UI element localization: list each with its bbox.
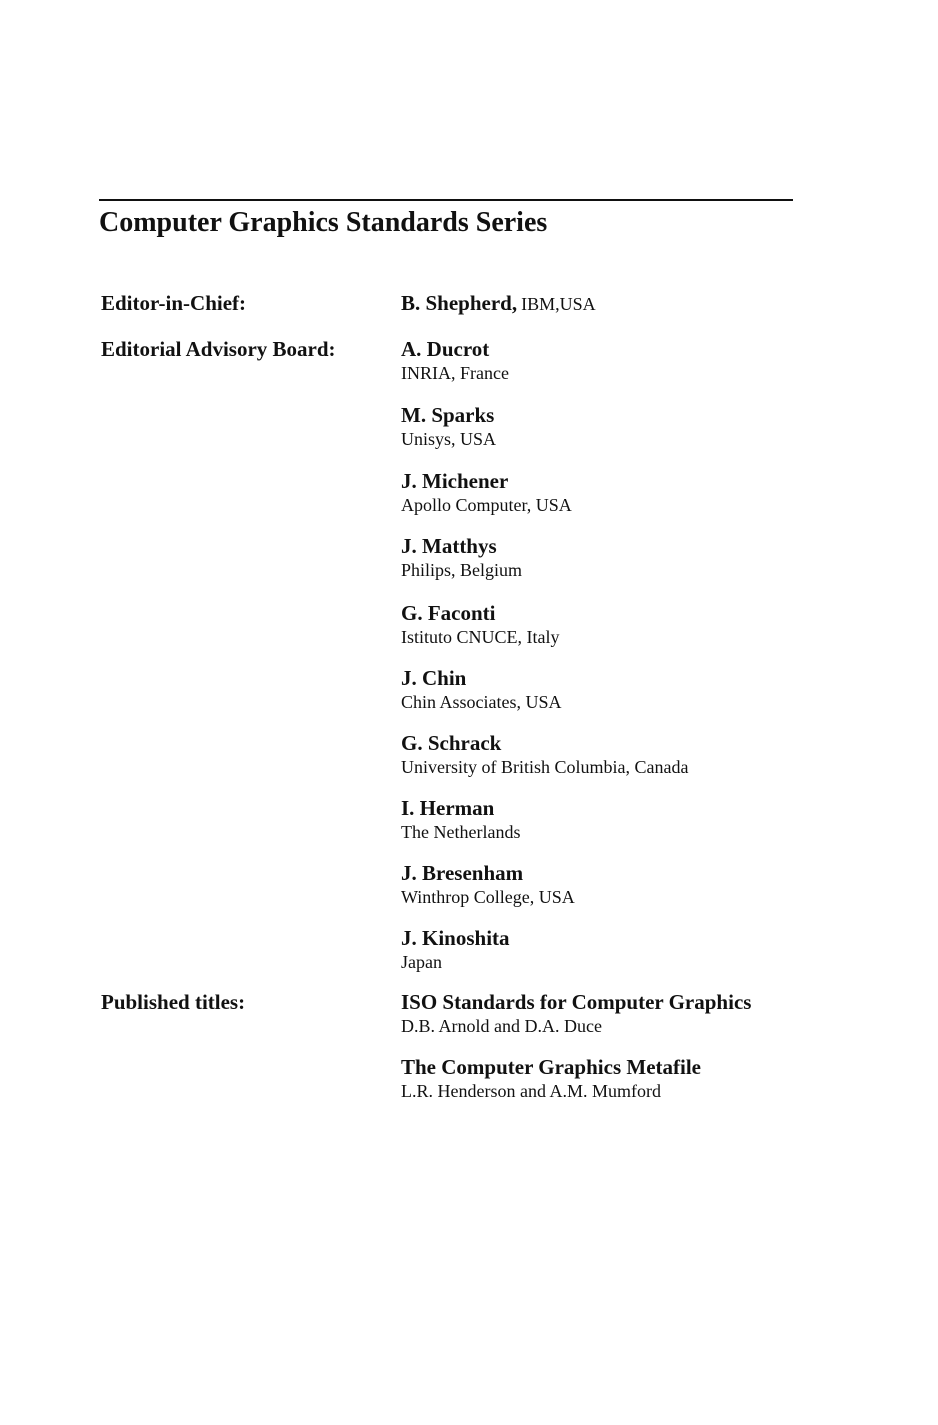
- board-member-name: J. Bresenham: [401, 861, 524, 885]
- board-member-name: J. Matthys: [401, 534, 497, 558]
- board-member-name: A. Ducrot: [401, 337, 490, 361]
- advisory-board-label: Editorial Advisory Board:: [101, 337, 336, 361]
- board-member-affiliation: Apollo Computer, USA: [401, 495, 572, 515]
- board-member-affiliation: Japan: [401, 952, 442, 972]
- published-title: [401, 989, 751, 1037]
- board-member-name: G. Schrack: [401, 731, 502, 755]
- board-member-name: I. Herman: [401, 796, 495, 820]
- editor-in-chief-label: Editor-in-Chief:: [101, 291, 247, 315]
- board-member: [401, 600, 560, 648]
- board-member: [401, 860, 575, 908]
- header-rule: [99, 199, 793, 201]
- board-member: [401, 795, 520, 843]
- board-member-name: M. Sparks: [401, 403, 495, 427]
- published-title-authors: D.B. Arnold and D.A. Duce: [401, 1016, 602, 1036]
- published-title: [401, 1054, 701, 1102]
- board-member-name: G. Faconti: [401, 601, 496, 625]
- published-title-name: ISO Standards for Computer Graphics: [401, 990, 752, 1014]
- board-member: [401, 402, 496, 450]
- editor-in-chief-entry: [401, 290, 596, 316]
- board-member-name: J. Kinoshita: [401, 926, 510, 950]
- editor-in-chief-name: B. Shepherd,: [401, 291, 518, 315]
- page-title: Computer Graphics Standards Series: [99, 207, 548, 238]
- board-member: [401, 925, 510, 973]
- board-member-affiliation: Philips, Belgium: [401, 560, 523, 580]
- board-member-affiliation: Winthrop College, USA: [401, 887, 575, 907]
- board-member-name: J. Chin: [401, 666, 467, 690]
- published-title-name: The Computer Graphics Metafile: [401, 1055, 701, 1079]
- board-member: [401, 730, 688, 778]
- board-member: [401, 533, 522, 581]
- editor-in-chief-affiliation: IBM,USA: [521, 294, 596, 314]
- board-member-name: J. Michener: [401, 469, 509, 493]
- board-member-affiliation: Chin Associates, USA: [401, 692, 562, 712]
- board-member-affiliation: The Netherlands: [401, 822, 521, 842]
- published-title-authors: L.R. Henderson and A.M. Mumford: [401, 1081, 661, 1101]
- published-titles-label: Published titles:: [101, 990, 246, 1014]
- board-member: [401, 468, 572, 516]
- board-member-affiliation: Istituto CNUCE, Italy: [401, 627, 560, 647]
- board-member-affiliation: University of British Columbia, Canada: [401, 757, 689, 777]
- board-member: [401, 336, 509, 384]
- board-member-affiliation: Unisys, USA: [401, 429, 497, 449]
- board-member-affiliation: INRIA, France: [401, 363, 509, 383]
- board-member: [401, 665, 562, 713]
